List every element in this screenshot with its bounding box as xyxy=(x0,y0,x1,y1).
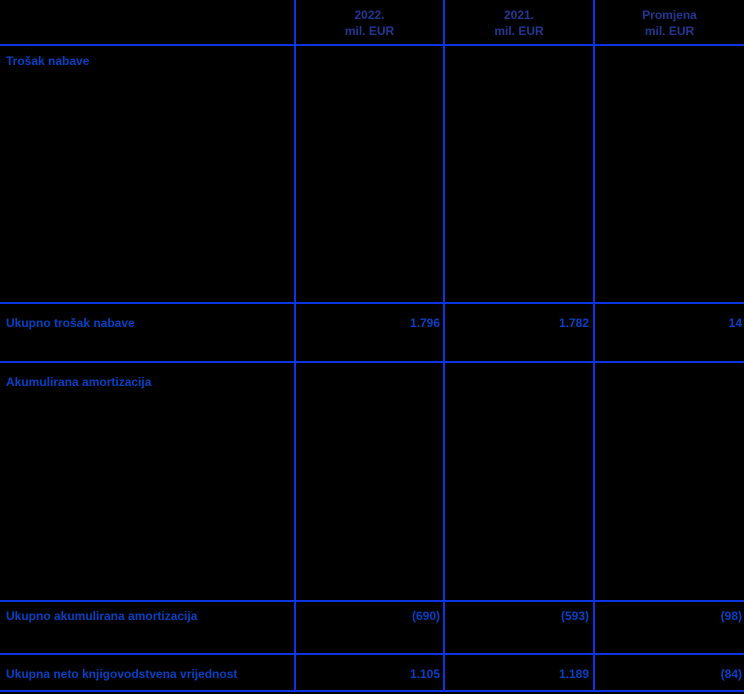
section-label-accumulated-amortization: Akumulirana amortizacija xyxy=(6,375,152,389)
row-label-net-book-value: Ukupna neto knjigovodstvena vrijednost xyxy=(6,667,238,681)
column-divider-2 xyxy=(443,0,445,690)
net-book-value-2021: 1.189 xyxy=(558,667,589,681)
column-header-2022 xyxy=(296,7,443,39)
total-amortization-change: (98) xyxy=(720,609,742,623)
total-cost-2022: 1.796 xyxy=(409,316,440,330)
header-bottom-rule xyxy=(0,44,744,46)
row-label-total-cost: Ukupno trošak nabave xyxy=(6,316,135,330)
net-book-value-2022: 1.105 xyxy=(409,667,440,681)
column-header-2022-unit: mil. EUR xyxy=(344,24,395,38)
column-header-change xyxy=(595,7,744,39)
table-bottom-rule xyxy=(0,690,744,692)
row-label-total-amortization: Ukupno akumulirana amortizacija xyxy=(6,609,198,623)
net-book-value-change: (84) xyxy=(720,667,742,681)
total-cost-change: 14 xyxy=(728,316,742,330)
total-cost-2021: 1.782 xyxy=(558,316,589,330)
column-divider-1 xyxy=(294,0,296,690)
column-header-change-unit: mil. EUR xyxy=(644,24,695,38)
total-amortization-2022: (690) xyxy=(411,609,440,623)
column-header-2021-year: 2021. xyxy=(503,8,535,22)
rule-above-total-cost xyxy=(0,302,744,304)
column-header-2021-unit: mil. EUR xyxy=(494,24,544,38)
total-amortization-2021: (593) xyxy=(560,609,589,623)
rule-above-total-amortization xyxy=(0,600,744,602)
section-label-cost-of-acquisition: Trošak nabave xyxy=(6,54,90,68)
column-divider-3 xyxy=(593,0,595,690)
column-header-2021 xyxy=(445,7,593,39)
rule-below-total-cost xyxy=(0,361,744,363)
column-header-change-title: Promjena xyxy=(642,8,697,22)
column-header-2022-year: 2022. xyxy=(354,8,385,22)
rule-above-net-book-value xyxy=(0,653,744,655)
